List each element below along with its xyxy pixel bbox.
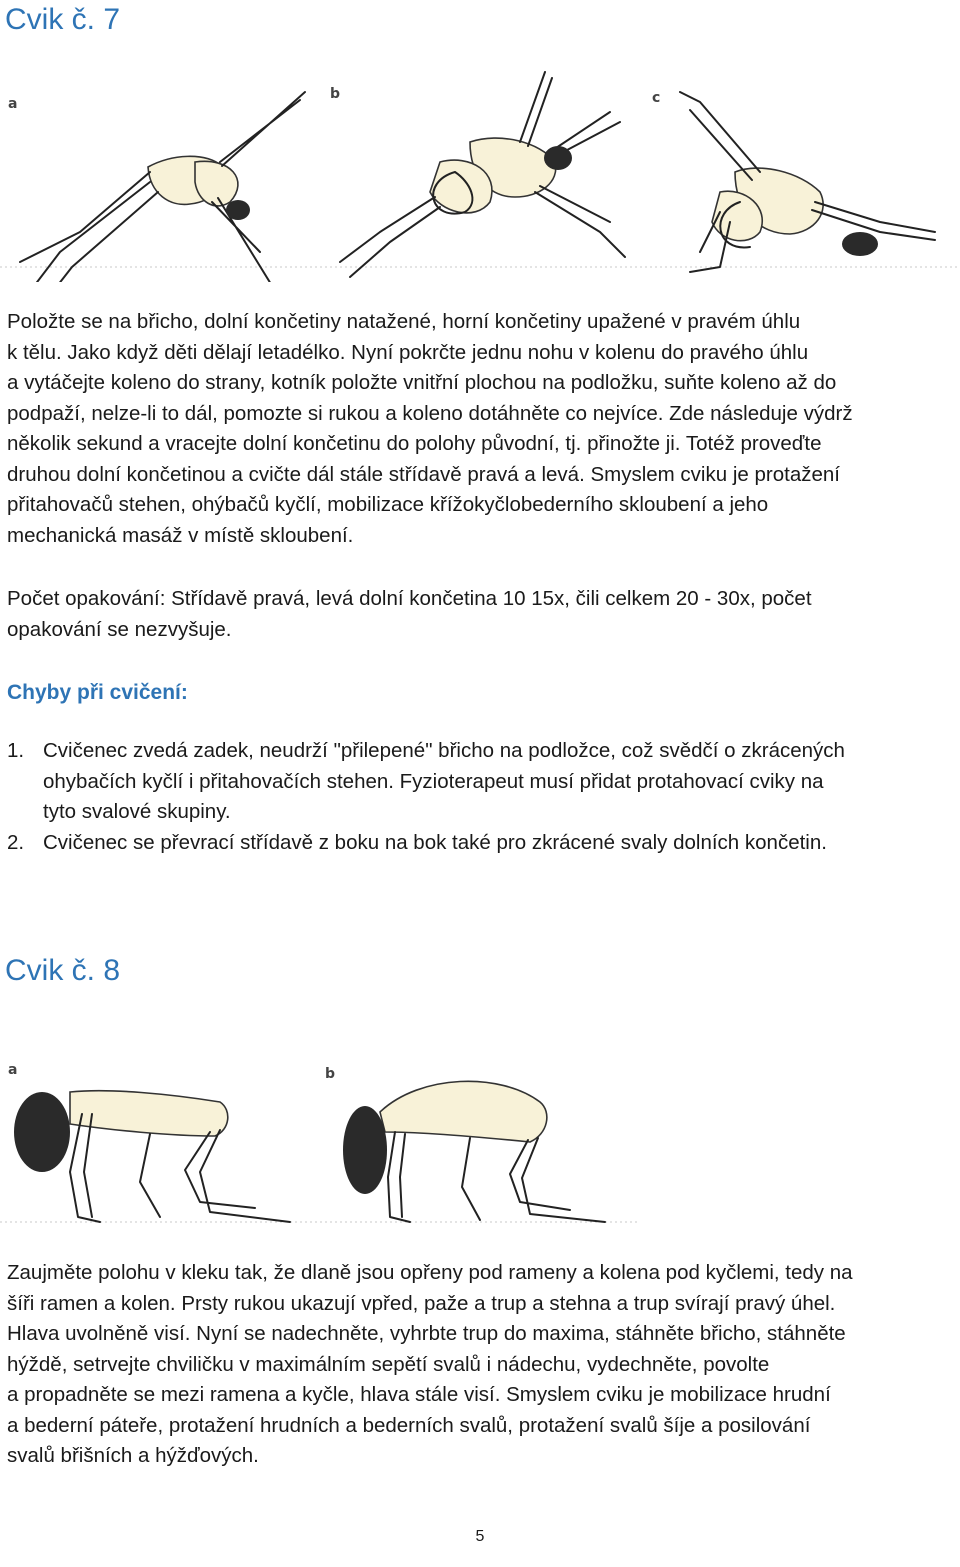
- text-line: Počet opakování: Střídavě pravá, levá dolní končetina 10 15x, čili celkem 20 - 30x, počet: [7, 587, 812, 610]
- text-line: šíři ramen a kolen. Prsty rukou ukazují vpřed, paže a trup a stehna a trup svírají pravý úhel.: [7, 1291, 836, 1315]
- text-line: tyto svalové skupiny.: [43, 800, 231, 823]
- text-line: a propadněte se mezi ramena a kyčle, hlava stále visí. Smyslem cviku je mobilizace hrudní: [7, 1383, 831, 1406]
- exercise-8-title: Cvik č. 8: [5, 954, 121, 987]
- figure-label-7b: b: [330, 86, 341, 102]
- figure-7c: [652, 90, 935, 272]
- errors-list: [7, 736, 955, 858]
- errors-heading: Chyby při cvičení:: [7, 681, 188, 704]
- text-line: ohybačích kyčlí i přitahovačích stehen. Fyzioterapeut musí přidat protahovací cviky na: [43, 769, 824, 793]
- text-line: hýždě, setrvejte chviličku v maximálním sepětí svalů i nádechu, vydechněte, povolte: [7, 1352, 770, 1376]
- exercise-7-description: [7, 307, 955, 551]
- text-line: Zaujměte polohu v kleku tak, že dlaně jsou opřeny pod rameny a kolena pod kyčlemi, tedy na: [7, 1261, 853, 1284]
- figure-7a: [8, 92, 305, 282]
- text-line: přitahovačů stehen, ohýbačů kyčlí, mobilizace křížokyčlobederního skloubení a jeho: [7, 493, 769, 516]
- figure-7b: [330, 72, 625, 277]
- figure-8a: [8, 1062, 290, 1222]
- figure-8b: [325, 1066, 605, 1222]
- exercise-7-title: Cvik č. 7: [5, 3, 121, 36]
- exercise-8-description: [7, 1258, 955, 1472]
- list-item-number: 1.: [7, 739, 25, 762]
- text-line: podpaží, nelze-li to dál, pomozte si rukou a koleno dotáhněte co nejvíce. Zde následuje výdrž: [7, 401, 853, 425]
- page-number: 5: [475, 1528, 485, 1545]
- figure-label-8b: b: [325, 1066, 336, 1082]
- text-line: Položte se na břicho, dolní končetiny natažené, horní končetiny upažené v pravém úhlu: [7, 310, 801, 333]
- text-line: Hlava uvolněně visí. Nyní se nadechněte, vyhrbte trup do maxima, stáhněte břicho, stáhněte: [7, 1322, 846, 1345]
- text-line: a vytáčejte koleno do strany, kotník položte vnitřní plochou na podložku, suňte koleno až do: [7, 371, 837, 394]
- text-line: svalů břišních a hýžďových.: [7, 1444, 259, 1467]
- exercise-7-illustration: [0, 62, 960, 282]
- exercise-8-illustration: [0, 1052, 640, 1242]
- figure-label-7c: c: [652, 90, 661, 106]
- text-line: několik sekund a vracejte dolní končetinu do polohy původní, tj. přinožte ji. Totéž proveďte: [7, 432, 822, 455]
- text-line: opakování se nezvyšuje.: [7, 617, 232, 641]
- list-item-number: 2.: [7, 830, 25, 854]
- exercise-7-repetitions: [7, 584, 955, 645]
- list-item: [7, 736, 955, 828]
- list-item: [7, 828, 955, 859]
- text-line: a bederní páteře, protažení hrudních a bederních svalů, protažení svalů šíje a posilování: [7, 1413, 811, 1437]
- figure-label-8a: a: [8, 1062, 18, 1078]
- text-line: k tělu. Jako když děti dělají letadélko. Nyní pokrčte jednu nohu v kolenu do pravého úhlu: [7, 340, 809, 364]
- text-line: Cvičenec zvedá zadek, neudrží "přilepené" břicho na podložce, což svědčí o zkrácených: [43, 739, 845, 762]
- figure-label-7a: a: [8, 96, 18, 112]
- text-line: mechanická masáž v místě skloubení.: [7, 523, 354, 547]
- text-line: druhou dolní končetinou a cvičte dál stále střídavě pravá a levá. Smyslem cviku je protažení: [7, 462, 840, 486]
- text-line: Cvičenec se převrací střídavě z boku na bok také pro zkrácené svaly dolních končetin.: [43, 830, 827, 854]
